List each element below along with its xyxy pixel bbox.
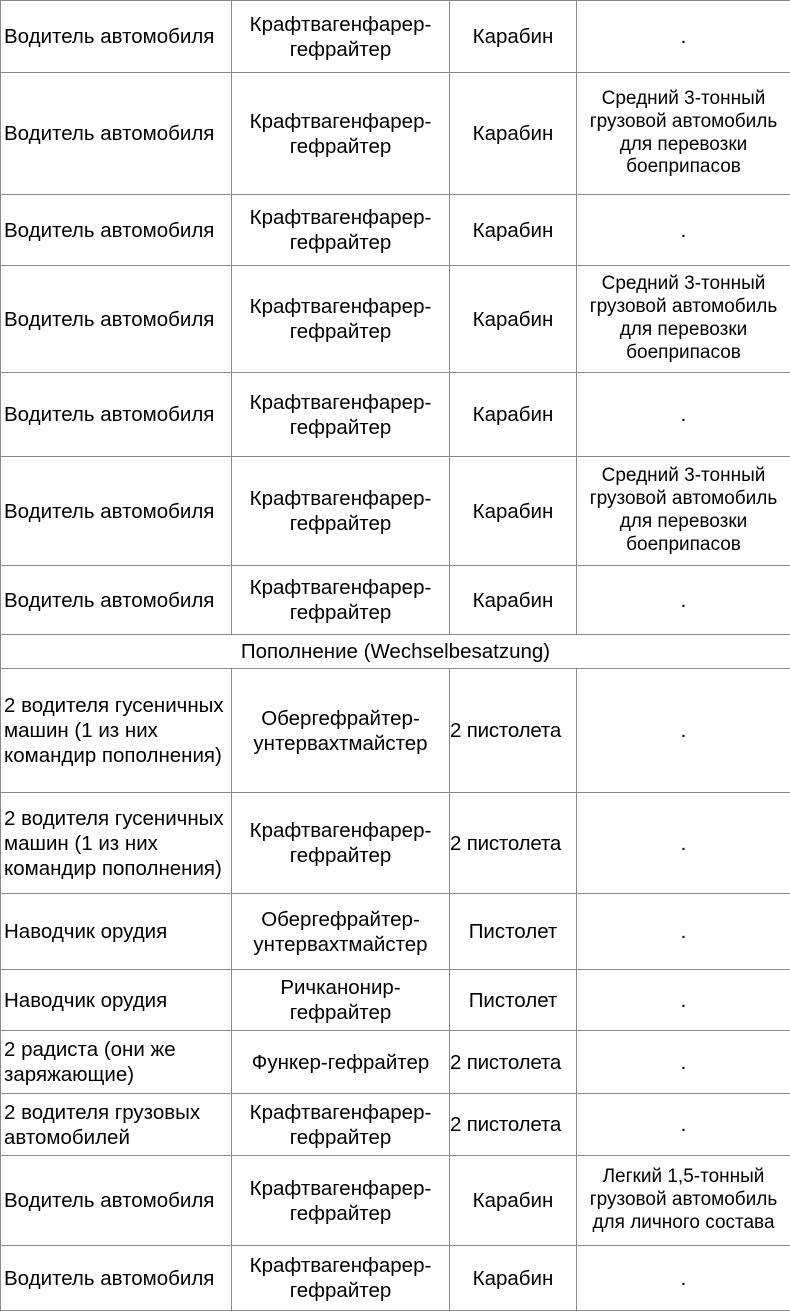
- table-row: [1, 566, 790, 635]
- cell-rank: [232, 669, 450, 793]
- rank-text: Крафтвагенфарер-гефрайтер: [235, 205, 446, 255]
- role-text: 2 водителя гусеничных машин (1 из них командир пополнения): [4, 806, 228, 881]
- role-text: 2 водителя гусеничных машин (1 из них командир пополнения): [4, 693, 228, 768]
- role-text: 2 радиста (они же заряжающие): [4, 1037, 228, 1087]
- rank-text: Крафтвагенфарер-гефрайтер: [235, 12, 446, 62]
- cell-rank: [232, 1156, 450, 1246]
- role-text: Водитель автомобиля: [4, 499, 228, 524]
- role-text: Водитель автомобиля: [4, 218, 228, 243]
- cell-rank: [232, 1094, 450, 1156]
- cell-weapon: 2 пистолета: [450, 669, 577, 793]
- cell-role: [1, 1031, 232, 1094]
- cell-role: [1, 373, 232, 457]
- cell-vehicle-empty-mark: [577, 1246, 790, 1311]
- cell-weapon: Карабин: [450, 1246, 577, 1311]
- cell-rank: [232, 793, 450, 894]
- cell-weapon: Карабин: [450, 1156, 577, 1246]
- cell-weapon: Карабин: [450, 266, 577, 373]
- empty-mark-dot: .: [681, 405, 687, 426]
- cell-weapon: 2 пистолета: [450, 1094, 577, 1156]
- cell-rank: [232, 970, 450, 1031]
- table-body: [1, 1, 790, 1311]
- role-text: Наводчик орудия: [4, 919, 228, 944]
- role-text: Водитель автомобиля: [4, 307, 228, 332]
- cell-weapon: Карабин: [450, 566, 577, 635]
- cell-weapon: Карабин: [450, 373, 577, 457]
- rank-text: Крафтвагенфарер-гефрайтер: [235, 486, 446, 536]
- cell-rank: [232, 266, 450, 373]
- cell-role: [1, 1246, 232, 1311]
- cell-role: [1, 195, 232, 266]
- table-row: [1, 1156, 790, 1246]
- cell-vehicle: [577, 266, 790, 373]
- cell-vehicle-empty-mark: [577, 195, 790, 266]
- empty-mark-dot: .: [681, 991, 687, 1012]
- cell-weapon: Пистолет: [450, 894, 577, 970]
- empty-mark-dot: .: [681, 1269, 687, 1290]
- role-text: Водитель автомобиля: [4, 1188, 228, 1213]
- cell-role: [1, 894, 232, 970]
- table-row: [1, 1094, 790, 1156]
- cell-role: [1, 793, 232, 894]
- cell-vehicle-empty-mark: [577, 1094, 790, 1156]
- cell-rank: [232, 457, 450, 566]
- cell-rank: [232, 1031, 450, 1094]
- cell-rank: [232, 373, 450, 457]
- table-row: [1, 266, 790, 373]
- rank-text: Ричканонир-гефрайтер: [235, 975, 446, 1025]
- cell-role: [1, 669, 232, 793]
- empty-mark-dot: .: [681, 591, 687, 612]
- table-row: [1, 1246, 790, 1311]
- table-row: [1, 669, 790, 793]
- rank-text: Крафтвагенфарер-гефрайтер: [235, 294, 446, 344]
- cell-vehicle-empty-mark: [577, 373, 790, 457]
- rank-text: Обергефрайтер-унтервахтмайстер: [235, 907, 446, 957]
- cell-rank: [232, 73, 450, 195]
- cell-rank: [232, 195, 450, 266]
- cell-weapon: Карабин: [450, 73, 577, 195]
- rank-text: Крафтвагенфарер-гефрайтер: [235, 1253, 446, 1303]
- table-row: [1, 73, 790, 195]
- empty-mark-dot: .: [681, 721, 687, 742]
- cell-role: [1, 457, 232, 566]
- vehicle-text: Средний 3-тонный грузовой автомобиль для перевозки боеприпасов: [580, 465, 787, 557]
- cell-vehicle-empty-mark: [577, 669, 790, 793]
- empty-mark-dot: .: [681, 221, 687, 242]
- cell-role: [1, 1156, 232, 1246]
- rank-text: Крафтвагенфарер-гефрайтер: [235, 109, 446, 159]
- cell-weapon: Карабин: [450, 457, 577, 566]
- empty-mark-dot: .: [681, 27, 687, 48]
- role-text: Водитель автомобиля: [4, 402, 228, 427]
- rank-text: Крафтвагенфарер-гефрайтер: [235, 390, 446, 440]
- rank-text: Крафтвагенфарер-гефрайтер: [235, 818, 446, 868]
- cell-rank: [232, 566, 450, 635]
- empty-mark-dot: .: [681, 1115, 687, 1136]
- cell-rank: [232, 894, 450, 970]
- cell-vehicle: [577, 73, 790, 195]
- section-header-title: Пополнение (Wechselbesatzung): [1, 635, 790, 669]
- vehicle-text: Легкий 1,5-тонный грузовой автомобиль для личного состава: [580, 1166, 787, 1235]
- cell-role: [1, 970, 232, 1031]
- empty-mark-dot: .: [681, 922, 687, 943]
- rank-text: Функер-гефрайтер: [235, 1050, 446, 1075]
- table-row: [1, 970, 790, 1031]
- table-row: [1, 195, 790, 266]
- table-row: [1, 793, 790, 894]
- cell-weapon: Пистолет: [450, 970, 577, 1031]
- cell-role: [1, 1, 232, 73]
- rank-text: Обергефрайтер-унтервахтмайстер: [235, 706, 446, 756]
- rank-text: Крафтвагенфарер-гефрайтер: [235, 575, 446, 625]
- role-text: Водитель автомобиля: [4, 24, 228, 49]
- table-row: [1, 894, 790, 970]
- table-section-header-row: [1, 635, 790, 669]
- cell-weapon: Карабин: [450, 1, 577, 73]
- role-text: Водитель автомобиля: [4, 588, 228, 613]
- cell-weapon: 2 пистолета: [450, 793, 577, 894]
- table-row: [1, 373, 790, 457]
- empty-mark-dot: .: [681, 834, 687, 855]
- vehicle-text: Средний 3-тонный грузовой автомобиль для перевозки боеприпасов: [580, 88, 787, 180]
- role-text: Водитель автомобиля: [4, 1266, 228, 1291]
- cell-weapon: Карабин: [450, 195, 577, 266]
- role-text: Наводчик орудия: [4, 988, 228, 1013]
- role-text: Водитель автомобиля: [4, 121, 228, 146]
- role-text: 2 водителя грузовых автомобилей: [4, 1100, 228, 1150]
- cell-role: [1, 266, 232, 373]
- table-row: [1, 1, 790, 73]
- cell-rank: [232, 1246, 450, 1311]
- cell-vehicle-empty-mark: [577, 793, 790, 894]
- cell-vehicle-empty-mark: [577, 1, 790, 73]
- cell-weapon: 2 пистолета: [450, 1031, 577, 1094]
- rank-text: Крафтвагенфарер-гефрайтер: [235, 1176, 446, 1226]
- cell-vehicle-empty-mark: [577, 970, 790, 1031]
- vehicle-text: Средний 3-тонный грузовой автомобиль для перевозки боеприпасов: [580, 273, 787, 365]
- table-row: [1, 1031, 790, 1094]
- table-row: [1, 457, 790, 566]
- rank-text: Крафтвагенфарер-гефрайтер: [235, 1100, 446, 1150]
- empty-mark-dot: .: [681, 1053, 687, 1074]
- cell-vehicle-empty-mark: [577, 1031, 790, 1094]
- cell-vehicle-empty-mark: [577, 894, 790, 970]
- cell-role: [1, 1094, 232, 1156]
- cell-vehicle: [577, 1156, 790, 1246]
- cell-role: [1, 73, 232, 195]
- cell-rank: [232, 1, 450, 73]
- cell-vehicle-empty-mark: [577, 566, 790, 635]
- cell-role: [1, 566, 232, 635]
- cell-vehicle: [577, 457, 790, 566]
